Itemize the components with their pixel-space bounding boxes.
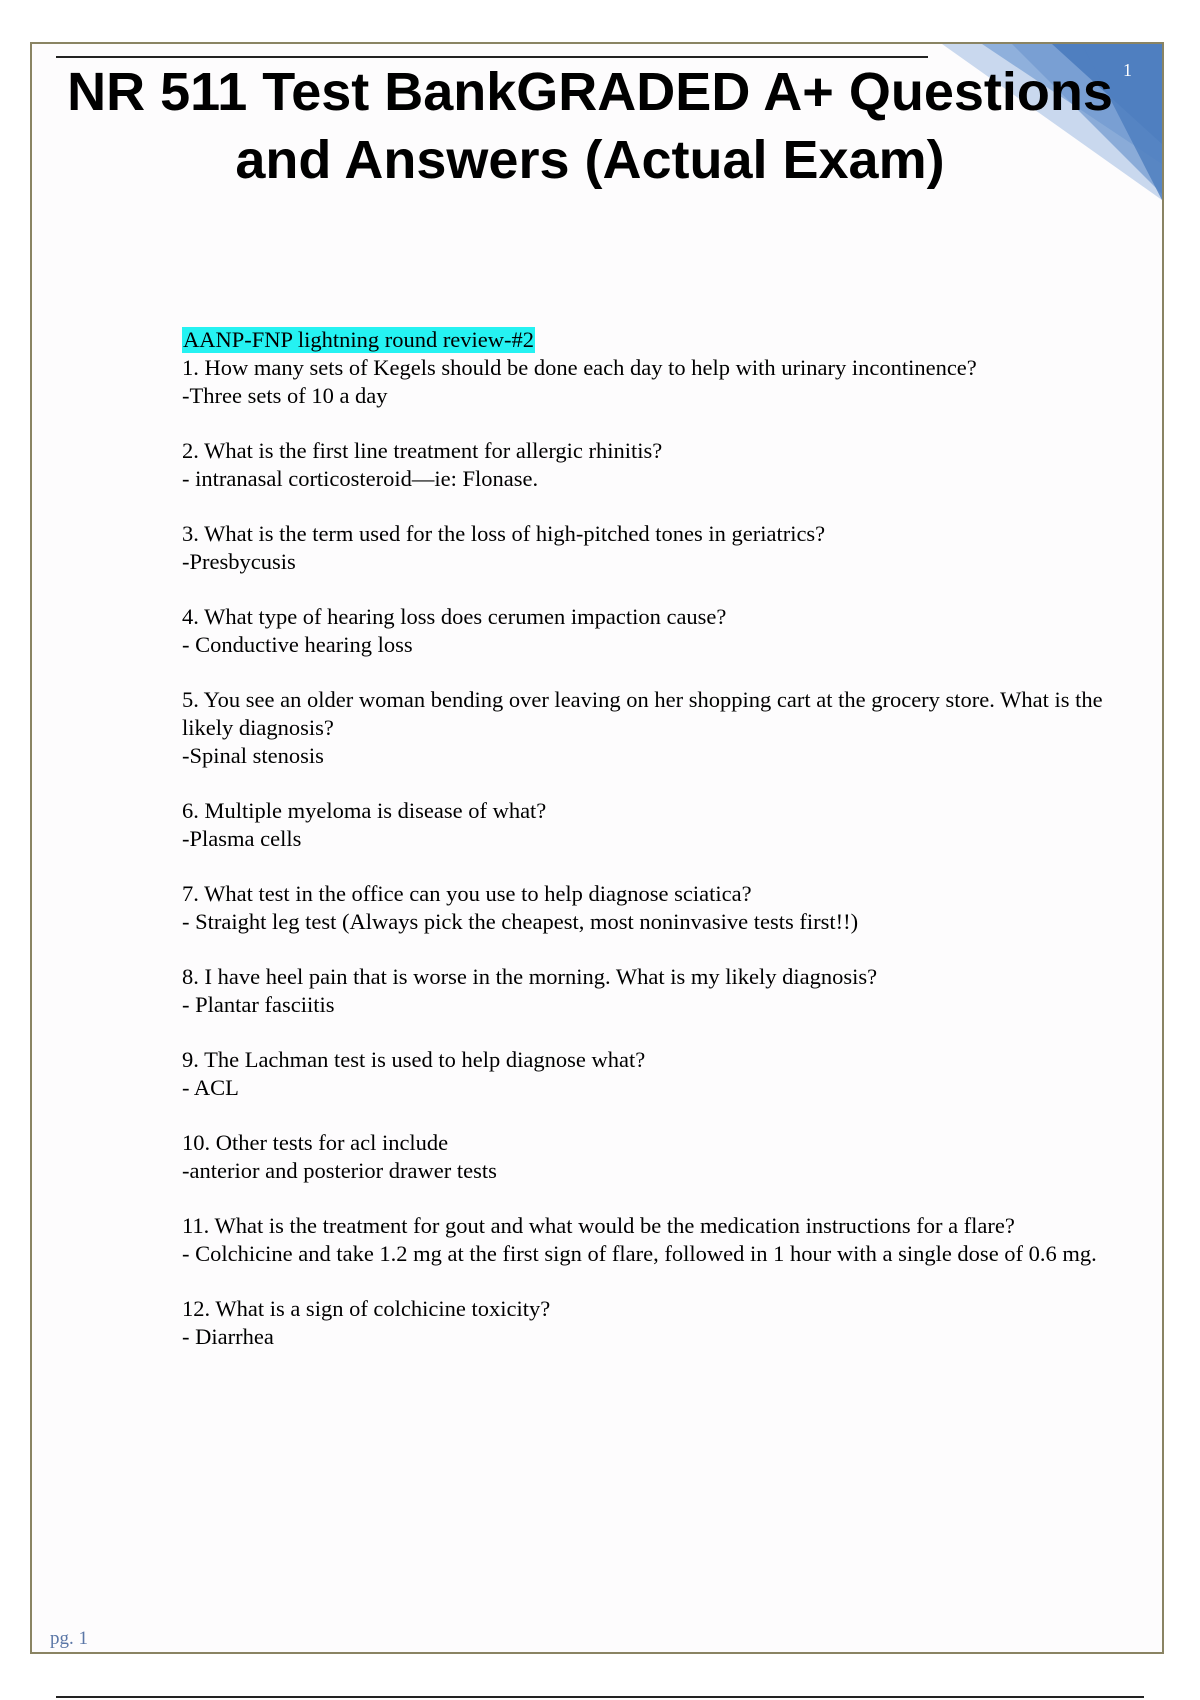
- section-heading: AANP-FNP lightning round review-#2: [183, 327, 535, 352]
- answer-text: -Presbycusis: [182, 549, 296, 574]
- qa-list: [182, 354, 1132, 1351]
- qa-item: [182, 963, 1132, 1019]
- qa-item: [182, 437, 1132, 493]
- answer-text: - Conductive hearing loss: [182, 632, 413, 657]
- document-body: [182, 326, 1132, 1378]
- question-text: 4. What type of hearing loss does cerumen impaction cause?: [182, 604, 727, 629]
- qa-item: [182, 1129, 1132, 1185]
- answer-text: - intranasal corticosteroid—ie: Flonase.: [182, 466, 539, 491]
- question-text: 3. What is the term used for the loss of high-pitched tones in geriatrics?: [182, 521, 826, 546]
- question-text: 7. What test in the office can you use to help diagnose sciatica?: [182, 881, 752, 906]
- footer-page-label: pg. 1: [50, 1628, 88, 1649]
- answer-text: -Three sets of 10 a day: [182, 383, 388, 408]
- question-text: 2. What is the first line treatment for allergic rhinitis?: [182, 438, 663, 463]
- qa-item: [182, 1295, 1132, 1351]
- question-text: 1. How many sets of Kegels should be done each day to help with urinary incontinence?: [182, 355, 977, 380]
- qa-item: [182, 354, 1132, 410]
- question-text: 10. Other tests for acl include: [182, 1130, 449, 1155]
- qa-item: [182, 603, 1132, 659]
- question-text: 8. I have heel pain that is worse in the morning. What is my likely diagnosis?: [182, 964, 878, 989]
- question-text: 5. You see an older woman bending over leaving on her shopping cart at the grocery store. What is the likely diagnosis?: [182, 687, 1103, 740]
- question-text: 12. What is a sign of colchicine toxicity?: [182, 1296, 551, 1321]
- qa-item: [182, 797, 1132, 853]
- question-text: 6. Multiple myeloma is disease of what?: [182, 798, 547, 823]
- question-text: 9. The Lachman test is used to help diagnose what?: [182, 1047, 646, 1072]
- qa-item: [182, 1212, 1132, 1268]
- answer-text: -Plasma cells: [182, 826, 302, 851]
- answer-text: - Plantar fasciitis: [182, 992, 335, 1017]
- qa-item: [182, 686, 1132, 770]
- answer-text: -Spinal stenosis: [182, 743, 324, 768]
- qa-item: [182, 1046, 1132, 1102]
- qa-item: [182, 520, 1132, 576]
- answer-text: - Straight leg test (Always pick the cheapest, most noninvasive tests first!!): [182, 909, 859, 934]
- document-title: NR 511 Test BankGRADED A+ Questions and Answers (Actual Exam): [67, 62, 1113, 190]
- question-text: 11. What is the treatment for gout and what would be the medication instructions for a flare?: [182, 1213, 1015, 1238]
- answer-text: - Diarrhea: [182, 1324, 274, 1349]
- footer-rule: [56, 1696, 1144, 1698]
- answer-text: - ACL: [182, 1075, 239, 1100]
- qa-item: [182, 880, 1132, 936]
- answer-text: -anterior and posterior drawer tests: [182, 1158, 497, 1183]
- answer-text: - Colchicine and take 1.2 mg at the first sign of flare, followed in 1 hour with a single dose of 0.6 mg.: [182, 1241, 1097, 1266]
- page-number: 1: [1123, 60, 1132, 80]
